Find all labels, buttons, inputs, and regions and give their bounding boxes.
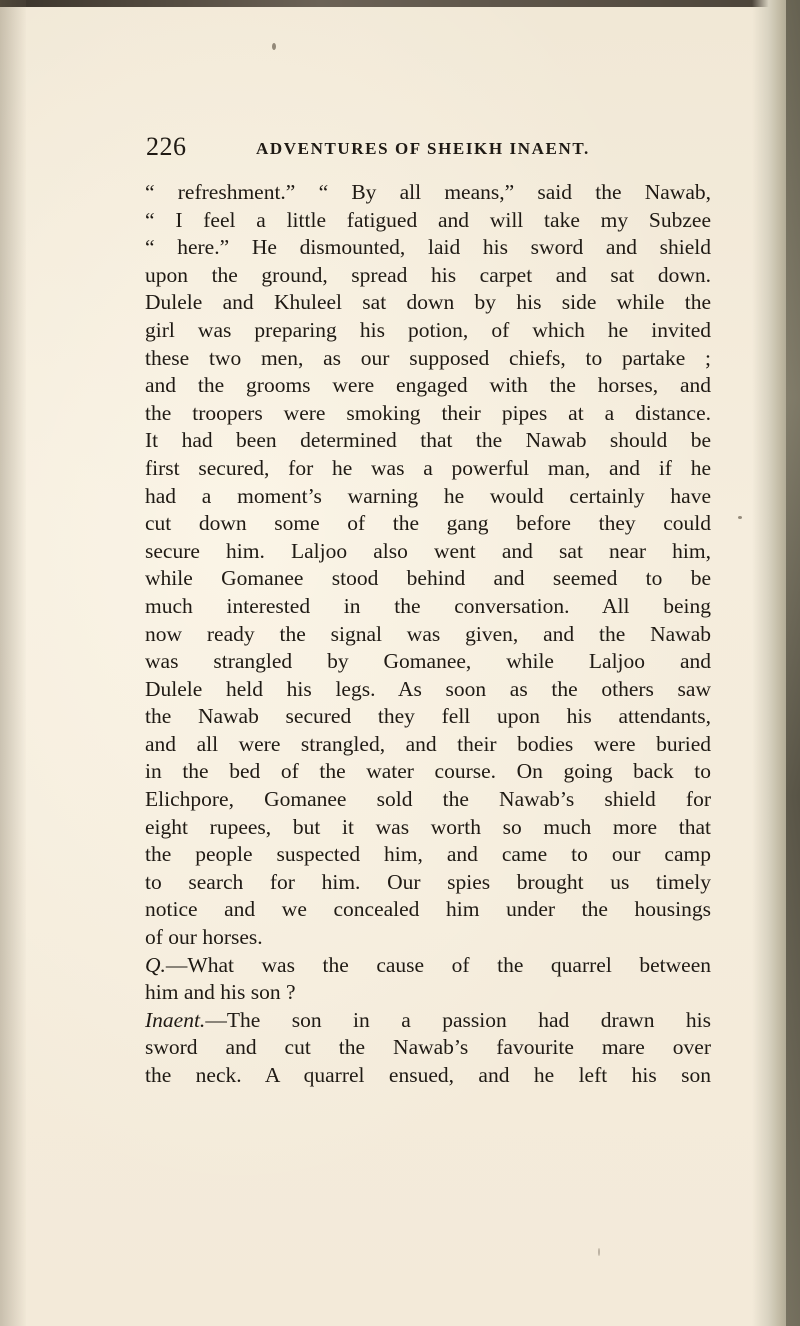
ink-speck [738,516,742,519]
text-line: cut down some of the gang before they could [145,511,711,536]
text-line: It had been determined that the Nawab should be [145,428,711,453]
text-line: sword and cut the Nawab’s favourite mare over [145,1035,711,1060]
text-line: the troopers were smoking their pipes at a distance. [145,400,711,425]
text-line: Dulele held his legs. As soon as the others saw [145,676,711,701]
text-line: notice and we concealed him under the housings [145,897,711,922]
text-line: much interested in the conversation. All being [145,593,711,618]
running-head: ADVENTURES OF SHEIKH INAENT. [256,139,590,158]
page-fore-edge-dark [786,0,800,1326]
text-line: and the grooms were engaged with the horses, and [145,373,711,398]
page-top-edge [0,0,800,7]
text-line: these two men, as our supposed chiefs, to partake ; [145,345,711,370]
text-line: secure him. Laljoo also went and sat near him, [145,538,711,563]
text-line: in the bed of the water course. On going back to [145,759,711,784]
text-line: girl was preparing his potion, of which he invited [145,317,711,342]
text-line: of our horses. [145,925,263,950]
body-text [145,179,711,1090]
text-line: had a moment’s warning he would certainly have [145,483,711,508]
text-line: Dulele and Khuleel sat down by his side while the [145,290,711,315]
speaker-label: Q. [145,952,166,977]
text-line: while Gomanee stood behind and seemed to be [145,566,711,591]
text-line: the people suspected him, and came to our camp [145,842,711,867]
text-line: was strangled by Gomanee, while Laljoo and [145,649,711,674]
text-line: and all were strangled, and their bodies were buried [145,731,711,756]
page-number: 226 [146,132,187,161]
text-line: upon the ground, spread his carpet and sat down. [145,262,711,287]
text-line: Inaent.—The son in a passion had drawn his [145,1007,711,1032]
ink-speck [598,1248,600,1256]
text-line: now ready the signal was given, and the Nawab [145,621,711,646]
text-line: the Nawab secured they fell upon his attendants, [145,704,711,729]
page-header [146,132,706,172]
text-line: the neck. A quarrel ensued, and he left his son [145,1063,711,1087]
text-line: to search for him. Our spies brought us timely [145,869,711,894]
ink-speck [272,43,276,50]
text-line: Q.—What was the cause of the quarrel between [145,952,711,977]
speaker-label: Inaent. [145,1007,206,1032]
text-line: eight rupees, but it was worth so much more that [145,814,711,839]
text-line: “ here.” He dismounted, laid his sword and shield [145,235,711,260]
text-line: “ refreshment.” “ By all means,” said the Nawab, [145,180,711,204]
text-line: first secured, for he was a powerful man, and if he [145,455,711,480]
text-line: Elichpore, Gomanee sold the Nawab’s shield for [145,787,711,812]
gutter-shadow [0,0,26,1326]
text-line: him and his son ? [145,980,296,1005]
text-line: “ I feel a little fatigued and will take my Subzee [145,207,711,232]
